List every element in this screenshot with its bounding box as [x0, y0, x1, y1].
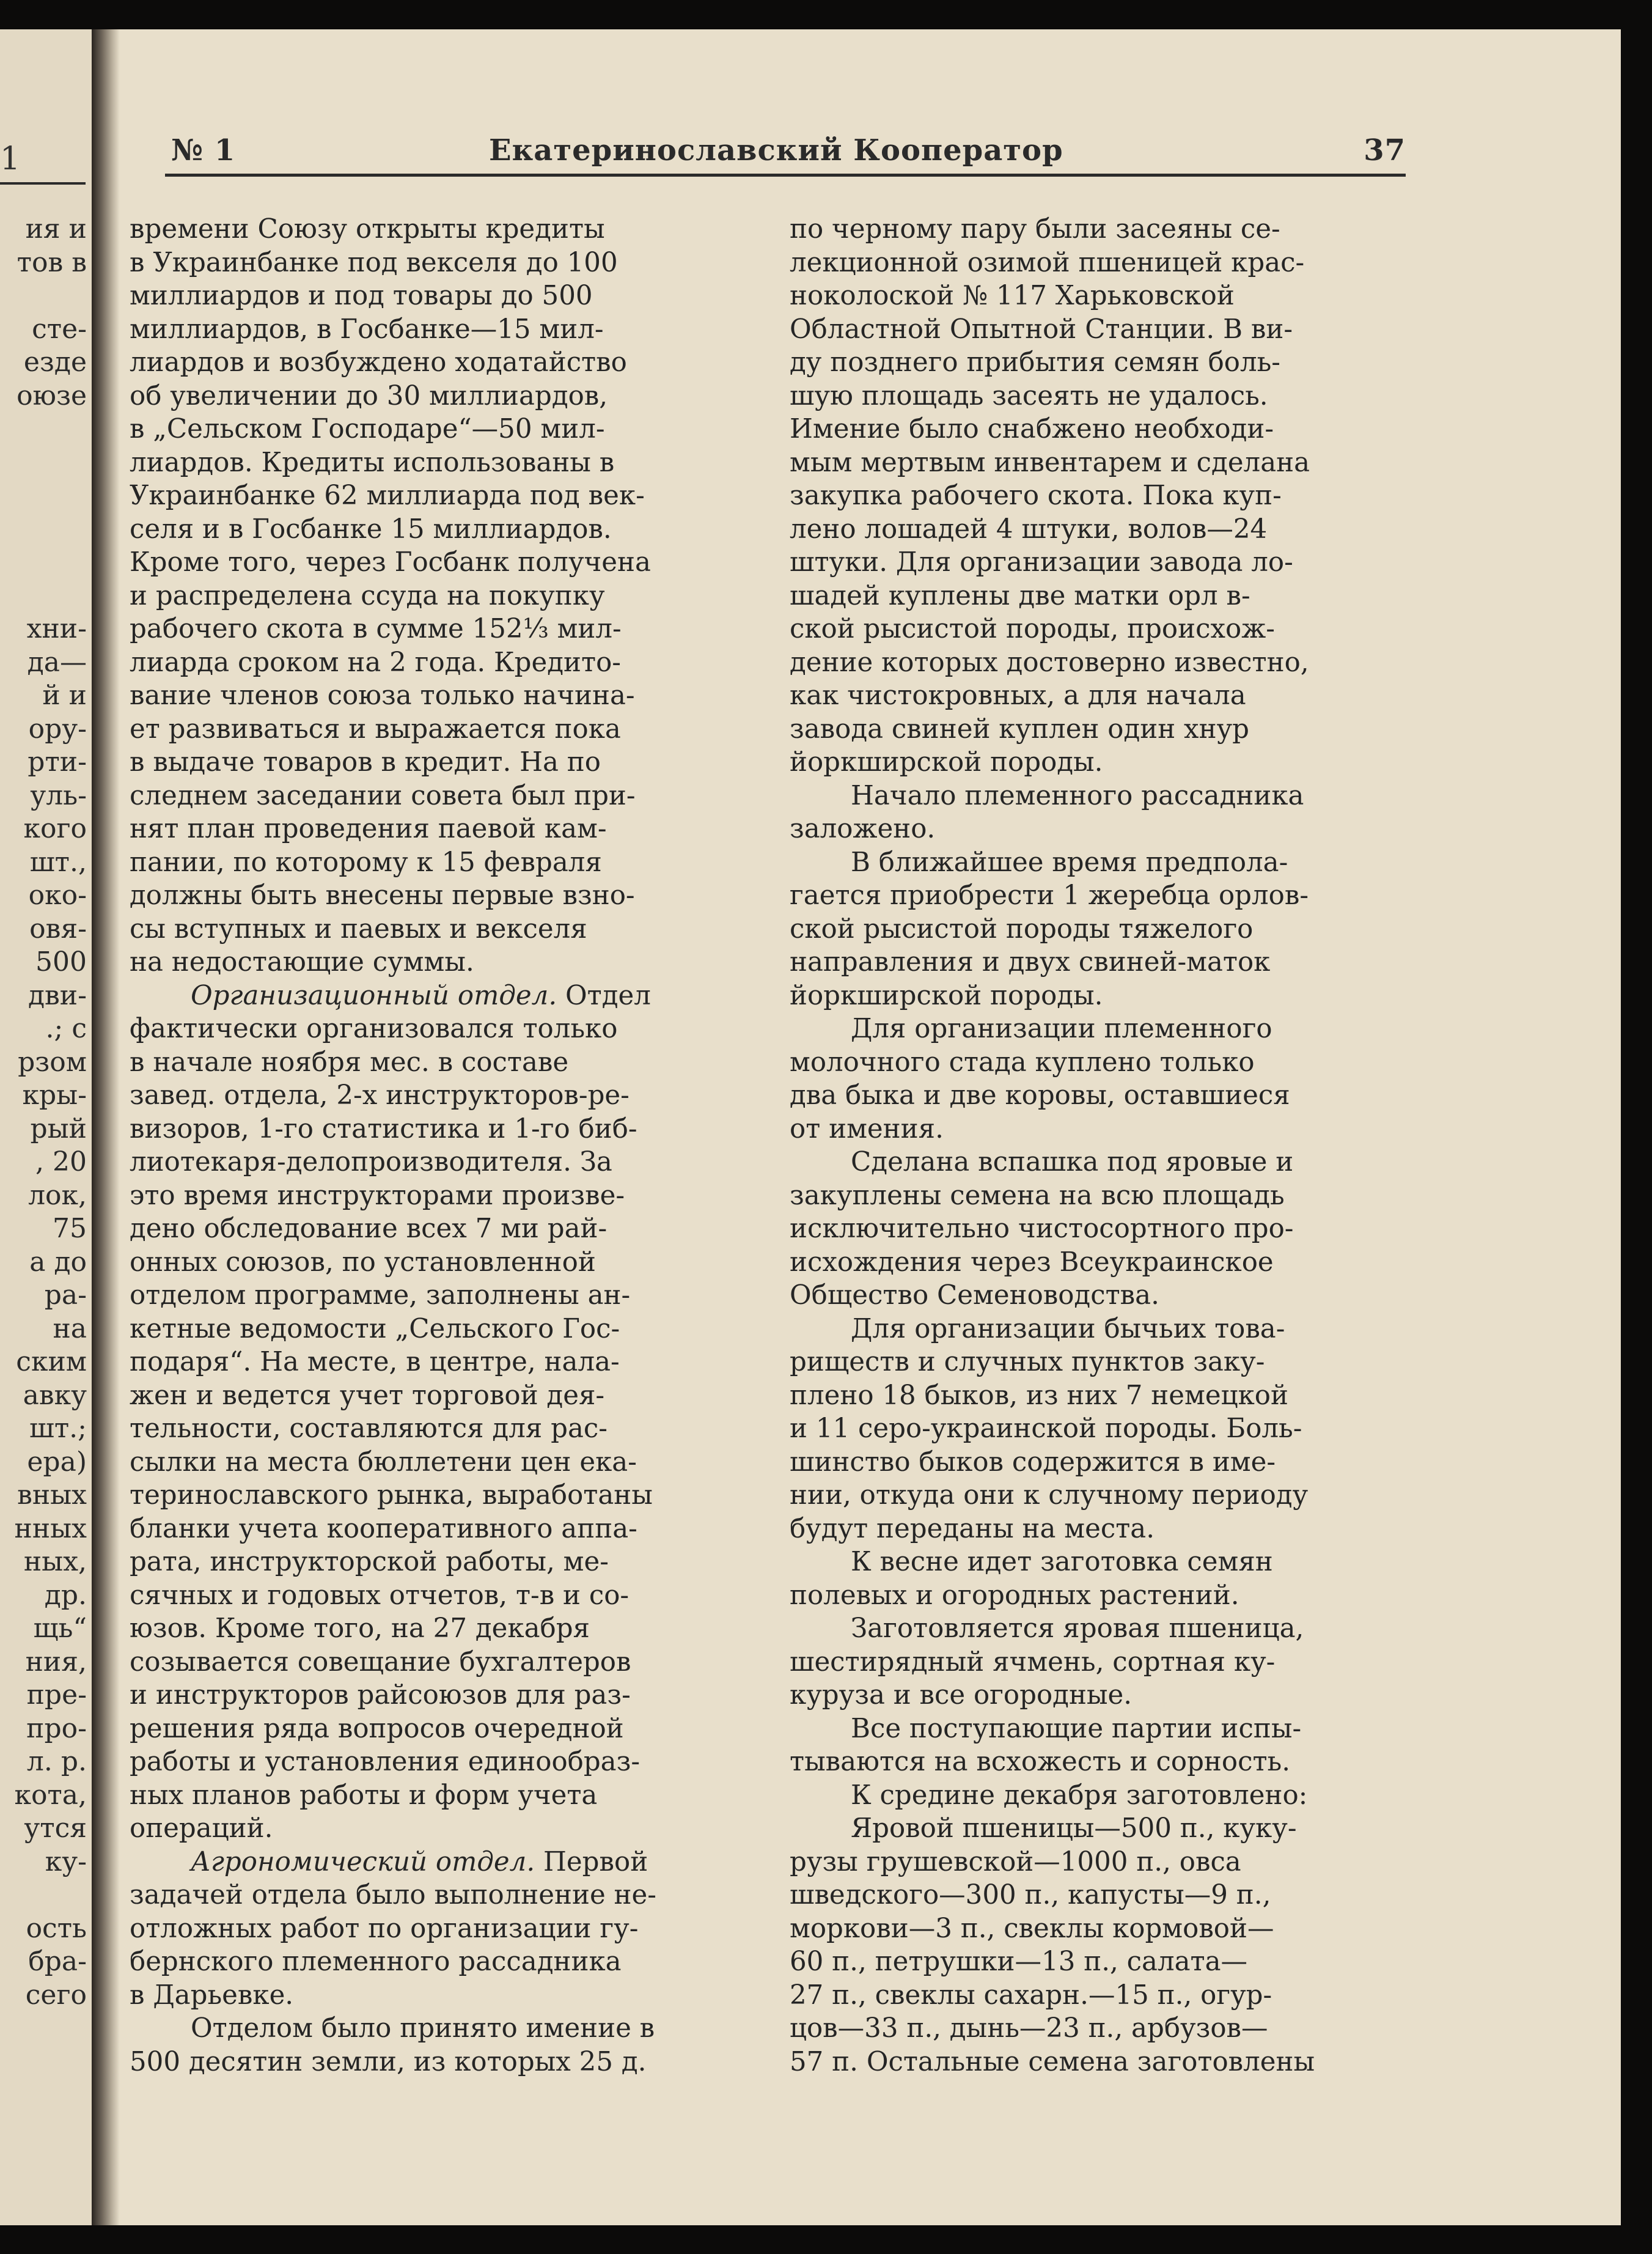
- fragment-line: л. р.: [26, 1746, 87, 1777]
- line-text: исключительно чистосортного про-: [790, 1214, 1294, 1244]
- line-text: лиардов. Кредиты использованы в: [130, 447, 615, 478]
- line-text: селя и в Госбанке 15 миллиардов.: [130, 514, 612, 545]
- text-line: [130, 313, 747, 347]
- text-line: [130, 546, 747, 580]
- previous-page-text-fragments: [14, 213, 87, 2012]
- text-line: [790, 1113, 1407, 1146]
- fragment-line: сего: [25, 1979, 87, 2011]
- text-line: [790, 213, 1407, 246]
- line-text: от имения.: [790, 1113, 944, 1144]
- left-text-column: [130, 213, 747, 2079]
- journal-title: Екатеринославский Кооператор: [489, 133, 1063, 168]
- line-text: миллиардов, в Госбанке—15 мил-: [130, 314, 604, 345]
- issue-number: № 1: [171, 133, 236, 168]
- text-line: [790, 1179, 1407, 1213]
- text-line: [790, 1745, 1407, 1779]
- line-text: в выдаче товаров в кредит. На по: [130, 747, 601, 778]
- line-text: Кроме того, через Госбанк получена: [130, 547, 651, 578]
- line-text: Общество Семеноводства.: [790, 1280, 1159, 1311]
- line-text: Для организации бычьих това-: [851, 1313, 1285, 1344]
- line-text: Отделом было принято имение в: [191, 2013, 655, 2044]
- text-line: [790, 1479, 1407, 1512]
- line-text: цов—33 п., дынь—23 п., арбузов—: [790, 2013, 1268, 2044]
- line-text: гается приобрести 1 жеребца орлов-: [790, 880, 1309, 911]
- page-number: 37: [1364, 133, 1406, 168]
- line-text: задачей отдела было выполнение не-: [130, 1880, 656, 1910]
- text-line: [790, 846, 1407, 880]
- line-text: миллиардов и под товары до 500: [130, 281, 593, 311]
- text-line: [790, 380, 1407, 413]
- line-text: дено обследование всех 7 ми рай-: [130, 1214, 608, 1244]
- line-text: шадей куплены две матки орл в-: [790, 580, 1250, 611]
- text-line: [790, 1812, 1407, 1846]
- text-line: [790, 1446, 1407, 1479]
- fragment-line: ера): [27, 1446, 87, 1478]
- text-line: [790, 1579, 1407, 1613]
- line-text: ской рысистой породы тяжелого: [790, 913, 1254, 945]
- text-line: [790, 1379, 1407, 1413]
- text-line: [790, 1646, 1407, 1679]
- text-line: [790, 513, 1407, 547]
- text-line: [130, 946, 747, 979]
- text-line: [790, 1313, 1407, 1346]
- line-text: об увеличении до 30 миллиардов,: [130, 380, 608, 411]
- text-line: [790, 2012, 1407, 2046]
- previous-page-number: 1: [0, 141, 21, 177]
- fragment-line: уль-: [30, 779, 87, 811]
- text-line: [130, 1379, 747, 1413]
- fragment-line: ость: [26, 1912, 87, 1944]
- line-text: должны быть внесены первые взно-: [130, 880, 635, 911]
- text-line: [130, 1446, 747, 1479]
- line-text: шинство быков содержится в име-: [790, 1446, 1276, 1478]
- line-text: риществ и случных пунктов заку-: [790, 1347, 1265, 1377]
- line-text: рузы грушевской—1000 п., овса: [790, 1846, 1241, 1877]
- line-text: Все поступающие партии испы-: [851, 1713, 1302, 1744]
- running-header: [165, 127, 1406, 176]
- text-line: [790, 479, 1407, 513]
- fragment-line: [14, 1879, 87, 1912]
- line-text: Отдел: [557, 980, 651, 1011]
- line-text: в начале ноября мес. в составе: [130, 1047, 569, 1078]
- line-text: теринославского рынка, выработаны: [130, 1480, 653, 1511]
- journal-page: [0, 29, 1621, 2225]
- text-line: [130, 1612, 747, 1646]
- line-text: 60 п., петрушки—13 п., салата—: [790, 1946, 1248, 1977]
- text-line: [130, 1545, 747, 1579]
- text-line: [130, 1146, 747, 1179]
- fragment-line: рый: [30, 1113, 87, 1144]
- line-text: будут переданы на места.: [790, 1513, 1155, 1544]
- line-text: полевых и огородных растений.: [790, 1580, 1239, 1611]
- text-line: [790, 746, 1407, 779]
- line-text: вание членов союза только начина-: [130, 680, 635, 711]
- line-text: мым мертвым инвентарем и сделана: [790, 447, 1310, 478]
- text-line: [130, 1512, 747, 1546]
- line-text: шую площадь засеять не удалось.: [790, 380, 1268, 411]
- fragment-line: хни-: [26, 613, 87, 644]
- line-text: это время инструкторами произве-: [130, 1180, 625, 1211]
- line-text: исхождения через Всеукраинское: [790, 1247, 1274, 1278]
- fragment-line: [14, 446, 87, 480]
- text-line: [130, 2012, 747, 2046]
- line-text: тельности, составляются для рас-: [130, 1413, 608, 1444]
- fragment-line: про-: [26, 1712, 87, 1744]
- line-text: плено 18 быков, из них 7 немецкой: [790, 1380, 1288, 1411]
- fragment-line: оюзе: [17, 380, 87, 411]
- line-text: шведского—300 п., капусты—9 п.,: [790, 1880, 1271, 1910]
- text-line: [130, 213, 747, 246]
- section-heading: Агрономический отдел.: [191, 1846, 535, 1877]
- line-text: направления и двух свиней-маток: [790, 947, 1271, 978]
- text-line: [130, 1579, 747, 1613]
- text-line: [130, 1279, 747, 1313]
- line-text: Первой: [535, 1846, 648, 1877]
- fragment-line: 500: [35, 946, 87, 978]
- line-text: шестирядный ячмень, сортная ку-: [790, 1646, 1276, 1678]
- line-text: К весне идет заготовка семян: [851, 1547, 1273, 1577]
- line-text: операций.: [130, 1813, 273, 1844]
- text-line: [790, 1979, 1407, 2013]
- line-text: и инструкторов райсоюзов для раз-: [130, 1680, 631, 1711]
- line-text: В ближайшее время предпола-: [851, 847, 1288, 878]
- line-text: Для организации племенного: [851, 1014, 1272, 1044]
- line-text: и распределена ссуда на покупку: [130, 580, 605, 611]
- fragment-line: езде: [23, 347, 87, 378]
- text-line: [790, 1046, 1407, 1080]
- text-line: [130, 1012, 747, 1046]
- line-text: пании, по которому к 15 февраля: [130, 847, 602, 878]
- line-text: решения ряда вопросов очередной: [130, 1713, 624, 1744]
- text-line: [790, 713, 1407, 746]
- text-line: [790, 279, 1407, 313]
- text-line: [790, 1779, 1407, 1813]
- line-text: Областной Опытной Станции. В ви-: [790, 314, 1293, 345]
- fragment-line: 75: [53, 1213, 87, 1244]
- previous-page-edge: [0, 29, 92, 2225]
- line-text: завед. отдела, 2-х инструкторов-ре-: [130, 1080, 630, 1111]
- line-text: сячных и годовых отчетов, т-в и со-: [130, 1580, 630, 1611]
- text-line: [790, 446, 1407, 480]
- line-text: два быка и две коровы, оставшиеся: [790, 1080, 1290, 1111]
- text-line: [130, 646, 747, 680]
- fragment-line: , 20: [35, 1146, 87, 1177]
- line-text: Имение было снабжено необходи-: [790, 414, 1274, 444]
- text-line: [790, 1412, 1407, 1446]
- line-text: созывается совещание бухгалтеров: [130, 1646, 631, 1678]
- line-text: сылки на места бюллетени цен ека-: [130, 1446, 637, 1478]
- text-line: [130, 279, 747, 313]
- text-line: [130, 613, 747, 646]
- line-text: 500 десятин земли, из которых 25 д.: [130, 2046, 647, 2077]
- text-line: [790, 1945, 1407, 1979]
- line-text: дение которых достоверно известно,: [790, 647, 1309, 678]
- text-line: [130, 679, 747, 713]
- line-text: в „Сельском Господаре“—50 мил-: [130, 414, 605, 444]
- line-text: 57 п. Остальные семена заготовлены: [790, 2046, 1315, 2077]
- line-text: лиарда сроком на 2 года. Кредито-: [130, 647, 621, 678]
- text-line: [790, 1279, 1407, 1313]
- text-line: [790, 1846, 1407, 1879]
- text-line: [130, 979, 747, 1013]
- fragment-line: [14, 580, 87, 613]
- line-text: К средине декабря заготовлено:: [851, 1780, 1308, 1811]
- line-text: времени Союзу открыты кредиты: [130, 214, 605, 245]
- text-line: [790, 1545, 1407, 1579]
- text-line: [790, 1079, 1407, 1113]
- section-heading: Организационный отдел.: [191, 980, 557, 1011]
- line-text: рата, инструкторской работы, ме-: [130, 1547, 609, 1577]
- fragment-line: ским: [16, 1346, 87, 1377]
- line-text: отделом программе, заполнены ан-: [130, 1280, 631, 1311]
- text-line: [130, 1212, 747, 1246]
- text-line: [790, 812, 1407, 846]
- line-text: юзов. Кроме того, на 27 декабря: [130, 1613, 590, 1644]
- text-line: [130, 846, 747, 880]
- text-line: [790, 613, 1407, 646]
- text-line: [130, 1745, 747, 1779]
- line-text: Яровой пшеницы—500 п., куку-: [851, 1813, 1297, 1844]
- text-line: [790, 1346, 1407, 1379]
- line-text: лиардов и возбуждено ходатайство: [130, 347, 627, 378]
- text-line: [130, 1313, 747, 1346]
- text-line: [790, 313, 1407, 347]
- line-text: следнем заседании совета был при-: [130, 780, 636, 811]
- line-text: куруза и все огородные.: [790, 1680, 1133, 1711]
- fragment-line: да—: [27, 646, 87, 678]
- text-line: [790, 646, 1407, 680]
- fragment-line: шт.,: [29, 846, 87, 878]
- fragment-line: щь“: [33, 1613, 87, 1644]
- line-text: фактически организовался только: [130, 1014, 618, 1044]
- line-text: йоркширской породы.: [790, 747, 1103, 778]
- text-line: [790, 1712, 1407, 1746]
- fragment-line: око-: [28, 880, 87, 911]
- line-text: лекционной озимой пшеницей крас-: [790, 247, 1305, 278]
- text-line: [130, 1046, 747, 1080]
- line-text: тываются на всхожесть и сорность.: [790, 1747, 1291, 1777]
- fragment-line: ку-: [45, 1846, 87, 1877]
- fragment-line: шт.;: [29, 1413, 87, 1444]
- text-line: [790, 979, 1407, 1013]
- line-text: Начало племенного рассадника: [851, 780, 1304, 811]
- fragment-line: кота,: [14, 1779, 87, 1811]
- fragment-line: овя-: [29, 913, 87, 945]
- text-line: [130, 246, 747, 280]
- line-text: по черному пару были засеяны се-: [790, 214, 1280, 245]
- fragment-line: [14, 479, 87, 513]
- fragment-line: лок,: [28, 1179, 87, 1211]
- fragment-line: утся: [24, 1813, 87, 1844]
- fragment-line: тов в: [17, 246, 87, 278]
- line-text: завода свиней куплен один хнур: [790, 713, 1250, 745]
- line-text: Заготовляется яровая пшеница,: [851, 1613, 1304, 1644]
- fragment-line: ных,: [23, 1546, 87, 1577]
- text-line: [790, 1212, 1407, 1246]
- line-text: Сделана вспашка под яровые и: [851, 1147, 1294, 1177]
- fragment-line: нных: [14, 1512, 87, 1544]
- text-line: [790, 546, 1407, 580]
- text-line: [790, 879, 1407, 913]
- text-line: [130, 346, 747, 380]
- text-line: [130, 746, 747, 779]
- text-line: [790, 346, 1407, 380]
- fragment-line: [14, 546, 87, 580]
- text-line: [790, 1012, 1407, 1046]
- line-text: лиотекаря-делопроизводителя. За: [130, 1147, 612, 1177]
- text-line: [130, 1879, 747, 1912]
- text-line: [790, 946, 1407, 979]
- text-line: [130, 1246, 747, 1280]
- text-line: [130, 1846, 747, 1879]
- line-text: йоркширской породы.: [790, 980, 1103, 1011]
- text-line: [130, 2046, 747, 2079]
- text-line: [130, 1912, 747, 1946]
- line-text: 27 п., свеклы сахарн.—15 п., огур-: [790, 1980, 1272, 2011]
- line-text: ных планов работы и форм учета: [130, 1780, 598, 1811]
- line-text: штуки. Для организации завода ло-: [790, 547, 1293, 578]
- fragment-line: вных: [17, 1479, 87, 1511]
- text-line: [790, 913, 1407, 946]
- line-text: бернского племенного рассадника: [130, 1946, 622, 1977]
- line-text: в Украинбанке под векселя до 100: [130, 247, 618, 278]
- fragment-line: на: [53, 1313, 87, 1344]
- text-line: [790, 1612, 1407, 1646]
- text-line: [130, 1679, 747, 1712]
- fragment-line: ору-: [28, 713, 87, 745]
- fragment-line: а до: [29, 1246, 87, 1278]
- text-line: [130, 879, 747, 913]
- text-line: [790, 1146, 1407, 1179]
- line-text: и 11 серо-украинской породы. Боль-: [790, 1413, 1302, 1444]
- text-line: [790, 1246, 1407, 1280]
- fragment-line: дви-: [28, 979, 87, 1011]
- text-line: [130, 580, 747, 613]
- line-text: закупка рабочего скота. Пока куп-: [790, 481, 1282, 511]
- header-rule: [165, 174, 1406, 177]
- text-line: [130, 1346, 747, 1379]
- line-text: визоров, 1-го статистика и 1-го биб-: [130, 1113, 637, 1144]
- line-text: подаря“. На месте, в центре, нала-: [130, 1347, 620, 1377]
- line-text: как чистокровных, а для начала: [790, 680, 1246, 711]
- text-line: [130, 779, 747, 813]
- fragment-line: кого: [23, 813, 87, 844]
- fragment-line: рти-: [28, 746, 87, 778]
- line-text: кетные ведомости „Сельского Гос-: [130, 1313, 620, 1344]
- line-text: лено лошадей 4 штуки, волов—24: [790, 514, 1268, 545]
- text-line: [130, 1712, 747, 1746]
- line-text: отложных работ по организации гу-: [130, 1913, 639, 1944]
- text-line: [790, 1912, 1407, 1946]
- text-line: [130, 1412, 747, 1446]
- text-line: [790, 246, 1407, 280]
- text-line: [130, 1179, 747, 1213]
- line-text: нии, откуда они к случному периоду: [790, 1480, 1309, 1511]
- text-line: [790, 1879, 1407, 1912]
- text-line: [130, 1113, 747, 1146]
- right-text-column: [790, 213, 1407, 2079]
- text-line: [130, 1079, 747, 1113]
- text-line: [790, 779, 1407, 813]
- line-text: сы вступных и паевых и векселя: [130, 913, 587, 945]
- fragment-line: рзом: [18, 1046, 87, 1078]
- text-line: [790, 679, 1407, 713]
- text-line: [790, 2046, 1407, 2079]
- line-text: молочного стада куплено только: [790, 1047, 1255, 1078]
- fragment-line: .; с: [45, 1013, 87, 1044]
- fragment-line: кры-: [22, 1080, 87, 1111]
- text-line: [130, 446, 747, 480]
- line-text: Украинбанке 62 миллиарда под век-: [130, 481, 645, 511]
- fragment-line: пре-: [26, 1679, 87, 1711]
- fragment-line: авку: [23, 1379, 87, 1411]
- line-text: ду позднего прибытия семян боль-: [790, 347, 1281, 378]
- text-line: [130, 513, 747, 547]
- text-line: [130, 1812, 747, 1846]
- text-line: [130, 1646, 747, 1679]
- line-text: ской рысистой породы, происхож-: [790, 614, 1275, 644]
- line-text: закуплены семена на всю площадь: [790, 1180, 1285, 1211]
- fragment-line: ра-: [44, 1280, 87, 1311]
- text-line: [130, 413, 747, 446]
- fragment-line: бра-: [28, 1946, 87, 1977]
- text-line: [790, 1512, 1407, 1546]
- fragment-line: др.: [44, 1579, 87, 1611]
- text-line: [130, 1779, 747, 1813]
- line-text: ноколоской № 117 Харьковской: [790, 281, 1235, 311]
- text-line: [130, 1479, 747, 1512]
- line-text: заложено.: [790, 814, 936, 844]
- text-line: [130, 713, 747, 746]
- line-text: моркови—3 п., свеклы кормовой—: [790, 1913, 1274, 1944]
- text-line: [130, 812, 747, 846]
- text-line: [790, 1679, 1407, 1712]
- line-text: на недостающие суммы.: [130, 947, 474, 978]
- text-line: [130, 1979, 747, 2013]
- line-text: в Дарьевке.: [130, 1980, 294, 2011]
- fragment-line: [14, 413, 87, 446]
- line-text: жен и ведется учет торговой дея-: [130, 1380, 605, 1411]
- text-line: [130, 380, 747, 413]
- fragment-line: ния,: [25, 1646, 87, 1678]
- text-line: [130, 479, 747, 513]
- line-text: ет развиваться и выражается пока: [130, 713, 621, 745]
- binding-gutter: [92, 29, 120, 2225]
- text-line: [130, 1945, 747, 1979]
- line-text: бланки учета кооперативного аппа-: [130, 1513, 637, 1544]
- fragment-line: [14, 513, 87, 547]
- line-text: онных союзов, по установленной: [130, 1247, 596, 1278]
- text-line: [790, 413, 1407, 446]
- previous-page-header-rule: [0, 182, 86, 185]
- fragment-line: сте-: [32, 313, 87, 345]
- text-line: [130, 913, 747, 946]
- line-text: работы и установления единообраз-: [130, 1747, 641, 1777]
- line-text: нят план проведения паевой кам-: [130, 814, 607, 844]
- text-line: [790, 580, 1407, 613]
- fragment-line: й и: [42, 680, 87, 711]
- fragment-line: [14, 279, 87, 313]
- line-text: рабочего скота в сумме 152⅓ мил-: [130, 614, 622, 644]
- fragment-line: ия и: [25, 213, 87, 245]
